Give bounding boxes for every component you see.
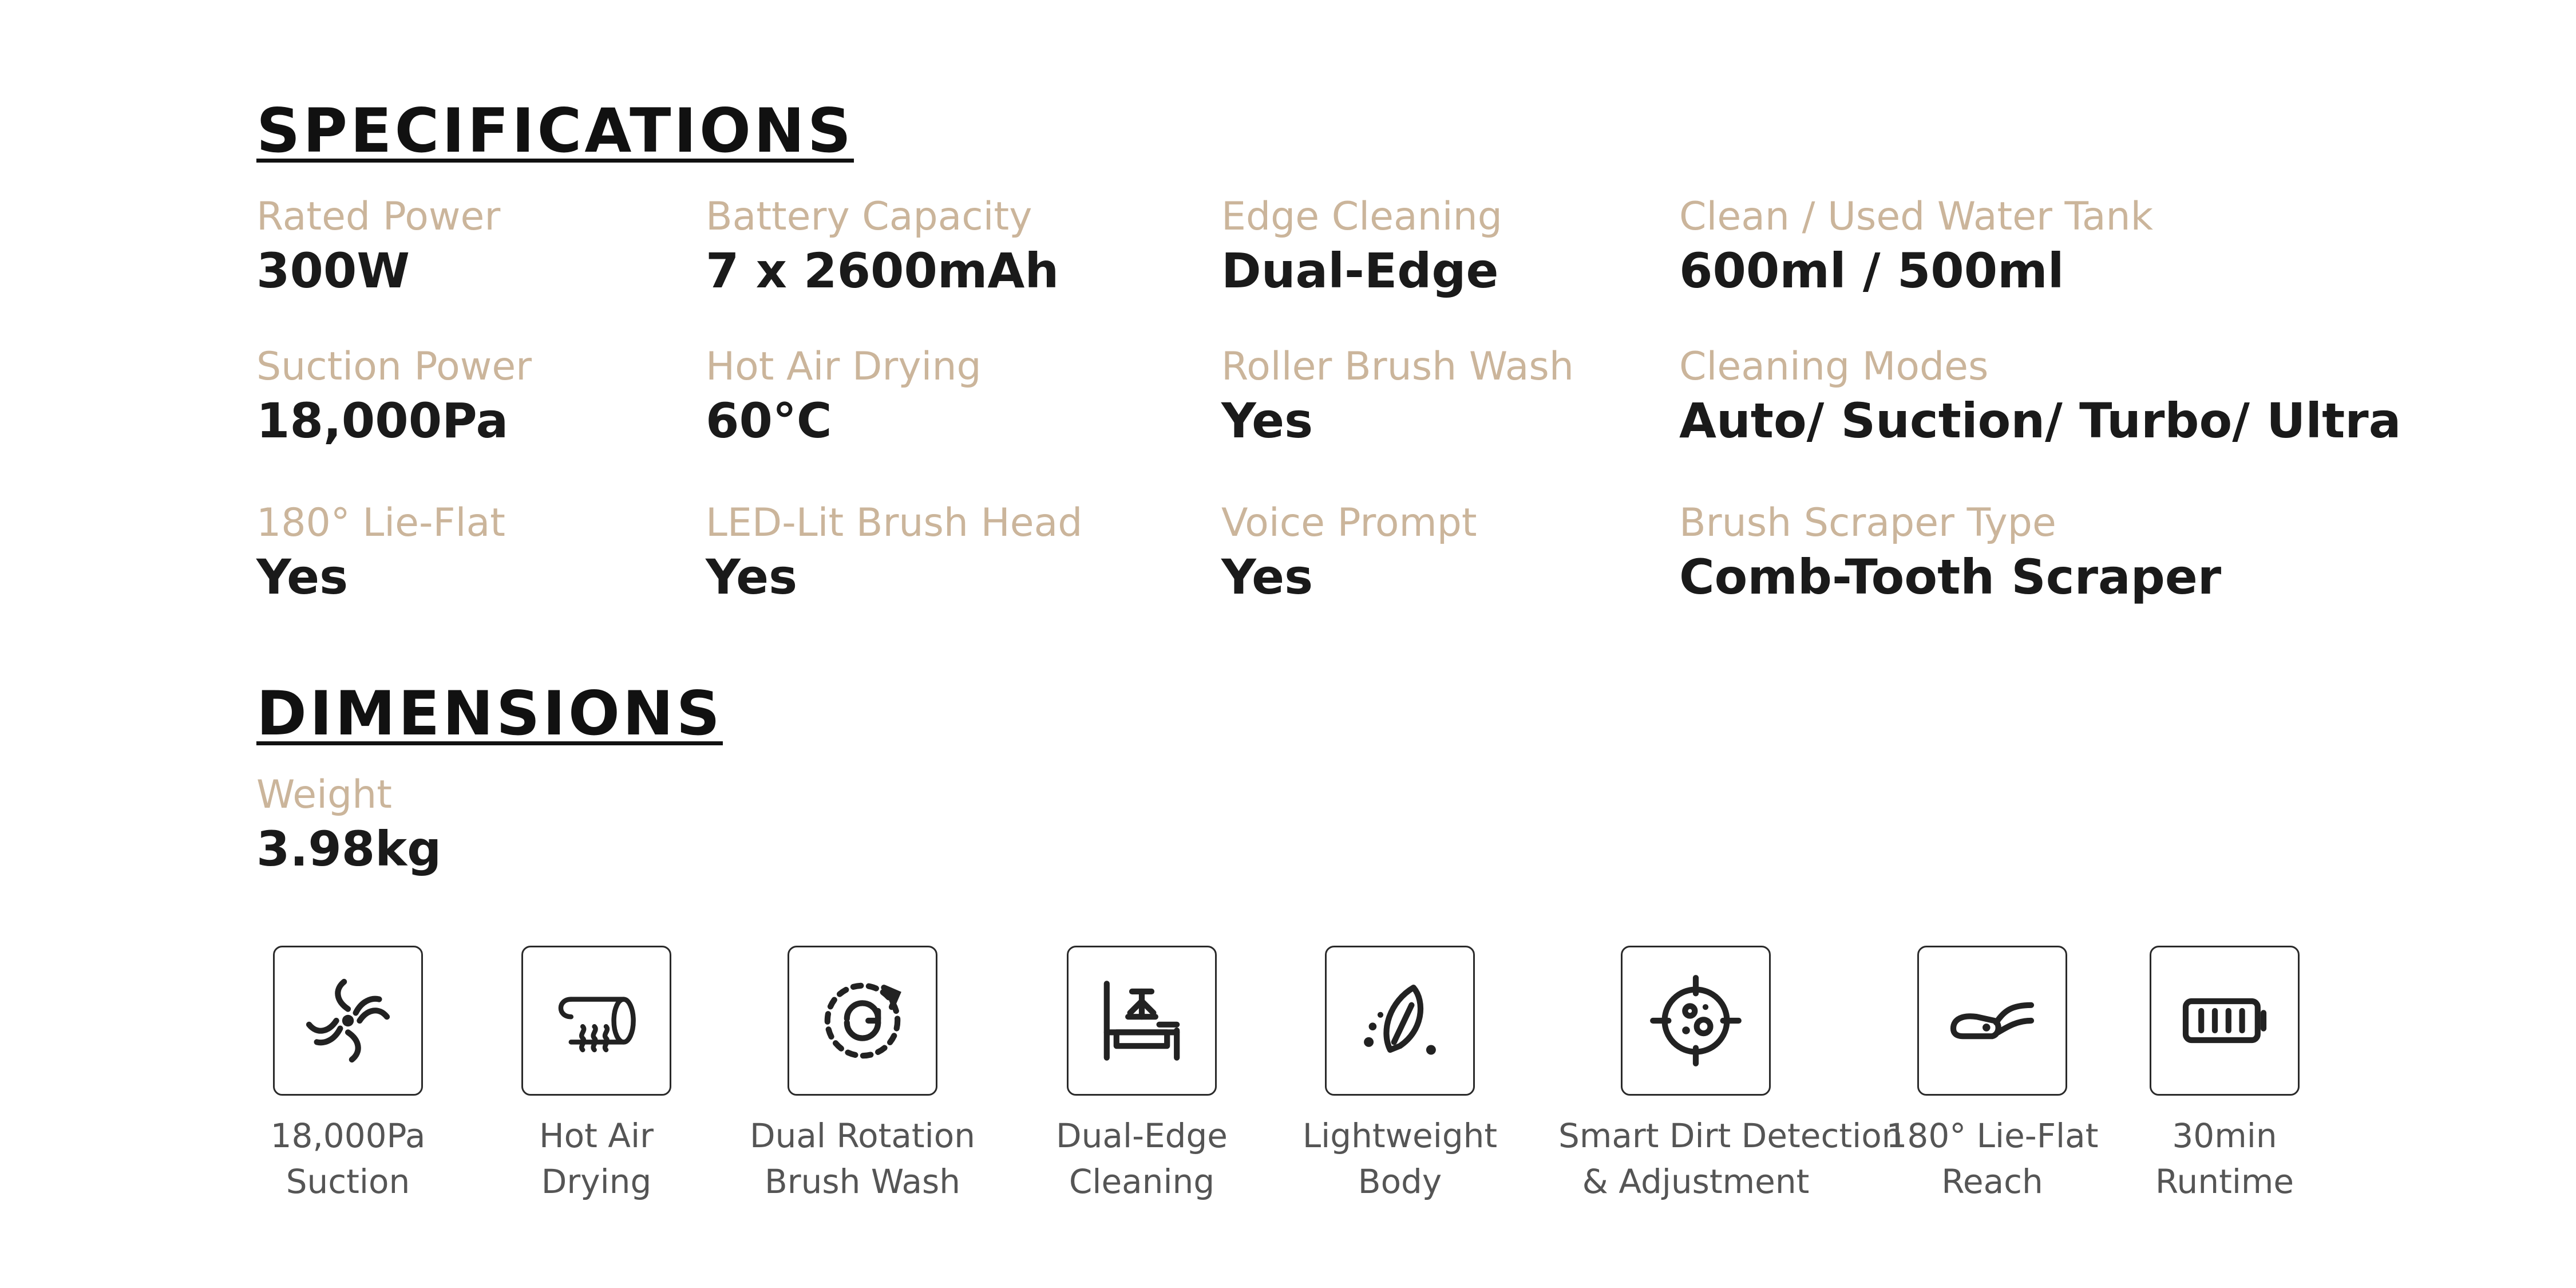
spec-label: Battery Capacity [706,194,1032,239]
feature-caption-line: Hot Air [539,1116,654,1155]
feature-suction [211,946,485,1204]
spec-label: Suction Power [256,344,532,389]
dimensions-heading: DIMENSIONS [256,678,723,749]
feature-caption-line: Suction [286,1162,410,1201]
feature-icon-box [2150,946,2300,1096]
feature-caption [725,1113,1000,1204]
feature-caption [459,1113,734,1204]
feature-caption-line: Dual Rotation [749,1116,976,1155]
feature-caption-line: Drying [541,1162,652,1201]
feature-rotation-wash [725,946,1000,1204]
feature-caption [211,1113,485,1204]
spec-label: Hot Air Drying [706,344,982,389]
feature-lightweight [1263,946,1537,1204]
feature-caption-line: Runtime [2155,1162,2294,1201]
spec-label: Rated Power [256,194,501,239]
spec-label: Weight [256,772,392,817]
feature-icon-box [521,946,671,1096]
feature-caption [1558,1113,1903,1204]
dual-edge-icon [1093,972,1190,1069]
feature-icon-box [1067,946,1217,1096]
spec-led-brush-head [706,500,1083,605]
spec-brush-scraper [1679,500,2222,605]
feature-dirt-detection [1558,946,1903,1204]
feature-caption-line: 30min [2172,1116,2277,1155]
feature-caption-line: Reach [1941,1162,2043,1201]
lie-flat-icon [1944,972,2041,1069]
feature-runtime [2087,946,2362,1204]
spec-label: 180° Lie-Flat [256,500,505,546]
spec-battery-capacity [706,194,1059,299]
spec-lie-flat [256,500,505,605]
feature-caption-line: Brush Wash [765,1162,960,1201]
feature-icon-box [1917,946,2067,1096]
spec-label: Roller Brush Wash [1221,344,1574,389]
feature-icon-box [1325,946,1475,1096]
spec-value: 3.98kg [256,821,442,877]
feature-hot-air [459,946,734,1204]
feature-icon-box [273,946,423,1096]
spec-voice-prompt [1221,500,1477,605]
feature-dual-edge [1004,946,1279,1204]
feature-caption [2087,1113,2362,1204]
spec-roller-brush-wash [1221,344,1574,449]
spec-label: Brush Scraper Type [1679,500,2056,546]
spec-hot-air-drying [706,344,982,449]
spec-value: 600ml / 500ml [1679,243,2064,299]
spec-label: Cleaning Modes [1679,344,1989,389]
spec-label: Clean / Used Water Tank [1679,194,2153,239]
spec-label: LED-Lit Brush Head [706,500,1083,546]
feature-caption-line: Lightweight [1302,1116,1498,1155]
feature-caption [1263,1113,1537,1204]
feature-caption-line: Body [1358,1162,1442,1201]
feature-caption-line: Dual-Edge [1056,1116,1228,1155]
feature-caption-line: 180° Lie-Flat [1886,1116,2099,1155]
spec-weight [256,772,442,877]
spec-value: 7 x 2600mAh [706,243,1059,299]
spec-water-tank [1679,194,2153,299]
spec-value: Yes [706,549,798,605]
specifications-heading: SPECIFICATIONS [256,96,854,166]
spec-value: Yes [1221,393,1313,449]
hot-air-drying-icon [548,972,645,1069]
battery-icon [2176,972,2273,1069]
spec-edge-cleaning [1221,194,1502,299]
feature-caption-line: 18,000Pa [270,1116,426,1155]
spec-value: Yes [256,549,349,605]
rotation-wash-icon [814,972,911,1069]
feather-icon [1351,972,1449,1069]
feature-icon-box [1621,946,1771,1096]
feature-icon-box [788,946,937,1096]
spec-value: 60°C [706,393,832,449]
feature-caption-line: Smart Dirt Detection [1558,1116,1903,1155]
spec-value: Yes [1221,549,1313,605]
dirt-detection-icon [1647,972,1744,1069]
spec-rated-power [256,194,501,299]
spec-value: 18,000Pa [256,393,509,449]
spec-label: Edge Cleaning [1221,194,1502,239]
spec-value: 300W [256,243,410,299]
spec-label: Voice Prompt [1221,500,1477,546]
feature-caption-line: & Adjustment [1582,1162,1810,1201]
spec-value: Dual-Edge [1221,243,1499,299]
feature-caption [1004,1113,1279,1204]
spec-value: Comb-Tooth Scraper [1679,549,2222,605]
spec-suction-power [256,344,532,449]
spec-value: Auto/ Suction/ Turbo/ Ultra [1679,393,2401,449]
spec-cleaning-modes [1679,344,2401,449]
feature-caption-line: Cleaning [1069,1162,1215,1201]
suction-fan-icon [299,972,397,1069]
